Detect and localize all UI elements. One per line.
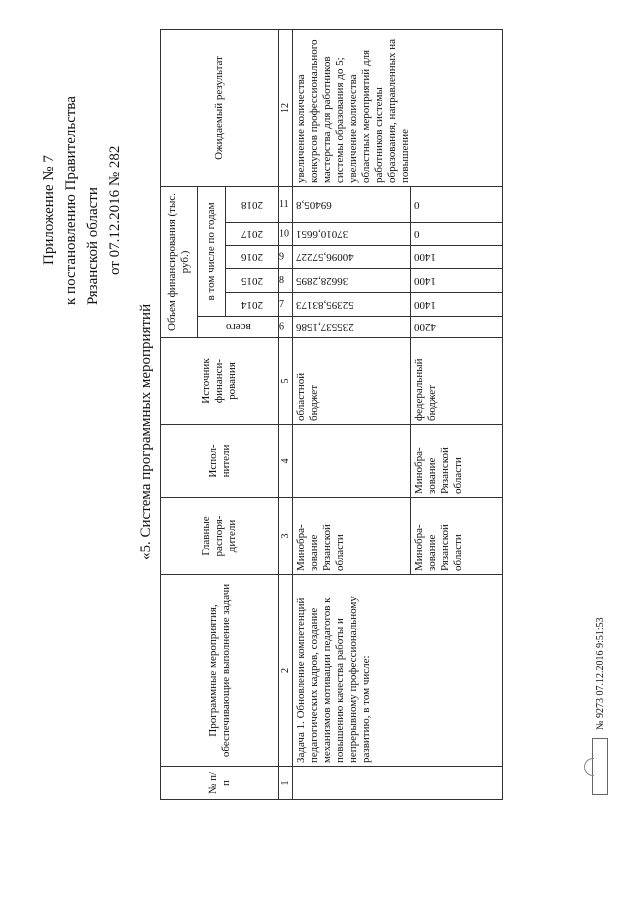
col-number: 7 (279, 299, 284, 310)
executor-cell: Минобра-зование Рязанской области (411, 425, 503, 498)
source-cell: областной бюджет (293, 338, 411, 425)
header-source: Источник финанси-рования (161, 338, 279, 425)
year-value: 40096,57227 (296, 251, 354, 264)
col-number: 6 (279, 321, 284, 333)
year-value: 0 (414, 198, 420, 211)
stamp-emblem-icon (592, 738, 608, 795)
executor-cell (293, 425, 411, 498)
col-number: 5 (279, 338, 293, 425)
header-year: 2018 (241, 198, 263, 211)
section-title: «5. Система программных мероприятий (138, 303, 154, 560)
manager-cell: Минобра-зование Рязанской области (411, 498, 503, 575)
col-number: 9 (279, 251, 284, 263)
col-number: 11 (279, 198, 289, 210)
col-number: 8 (279, 275, 284, 286)
year-value: 52395,83173 (296, 299, 354, 311)
appendix-region: Рязанской области (85, 187, 101, 305)
col-number: 12 (279, 29, 293, 186)
header-year: 2015 (241, 275, 263, 287)
header-managers: Главные распоря-дители (161, 498, 279, 575)
header-executors: Испол-нители (161, 425, 279, 498)
task-text: Задача 1. Обновление компетенций педагогических кадров, создание механизмов мотивации педагогов к повышению качества работы и непрерывному профессиональному развитию, в том числе: (293, 575, 503, 767)
header-year: 2017 (241, 228, 263, 241)
appendix-header (38, 96, 126, 305)
header-total: всего (225, 321, 251, 334)
year-value: 0 (414, 228, 420, 241)
year-value: 37010,6651 (296, 228, 349, 241)
table-row (293, 29, 411, 799)
task-num (293, 767, 503, 800)
total-value: 235537,1586 (296, 321, 354, 334)
header-result: Ожидаемый результат (161, 29, 279, 186)
registration-stamp (592, 617, 608, 795)
appendix-date: от 07.12.2016 № 282 (107, 145, 123, 275)
manager-cell: Минобра-зование Рязанской области (293, 498, 411, 575)
col-number: 1 (279, 767, 293, 800)
header-measures: Программные мероприятия, обеспечивающие выполнение задачи (161, 575, 279, 767)
col-number: 2 (279, 575, 293, 767)
year-value: 1400 (414, 275, 436, 287)
col-number: 4 (279, 425, 293, 498)
total-value: 4200 (414, 321, 436, 334)
registration-text: № 9273 07.12.2016 9:51:53 (594, 617, 606, 730)
header-funding: Объем финансирования (тыс. руб.) (161, 186, 198, 337)
header-by-years: в том числе по годам (198, 186, 226, 316)
header-year: 2016 (241, 251, 263, 264)
header-year: 2014 (241, 299, 263, 311)
year-value: 36628,2895 (296, 275, 349, 287)
col-number: 10 (279, 228, 289, 240)
appendix-resolution: к постановлению Правительства (63, 96, 79, 305)
program-measures-table (160, 29, 503, 800)
appendix-number: Приложение № 7 (41, 155, 57, 265)
year-value: 69405,8 (296, 198, 332, 211)
source-cell: федеральный бюджет (411, 338, 503, 425)
col-number: 3 (279, 498, 293, 575)
header-num: № п/п (161, 767, 279, 800)
expected-result: увеличение количества конкурсов профессионального мастерства для работников системы образования до 5; увеличение количества областных мероприятий для работников системы образования, направленных на повышение (293, 29, 503, 186)
column-numbers-row (279, 29, 293, 799)
year-value: 1400 (414, 299, 436, 311)
year-value: 1400 (414, 251, 436, 264)
